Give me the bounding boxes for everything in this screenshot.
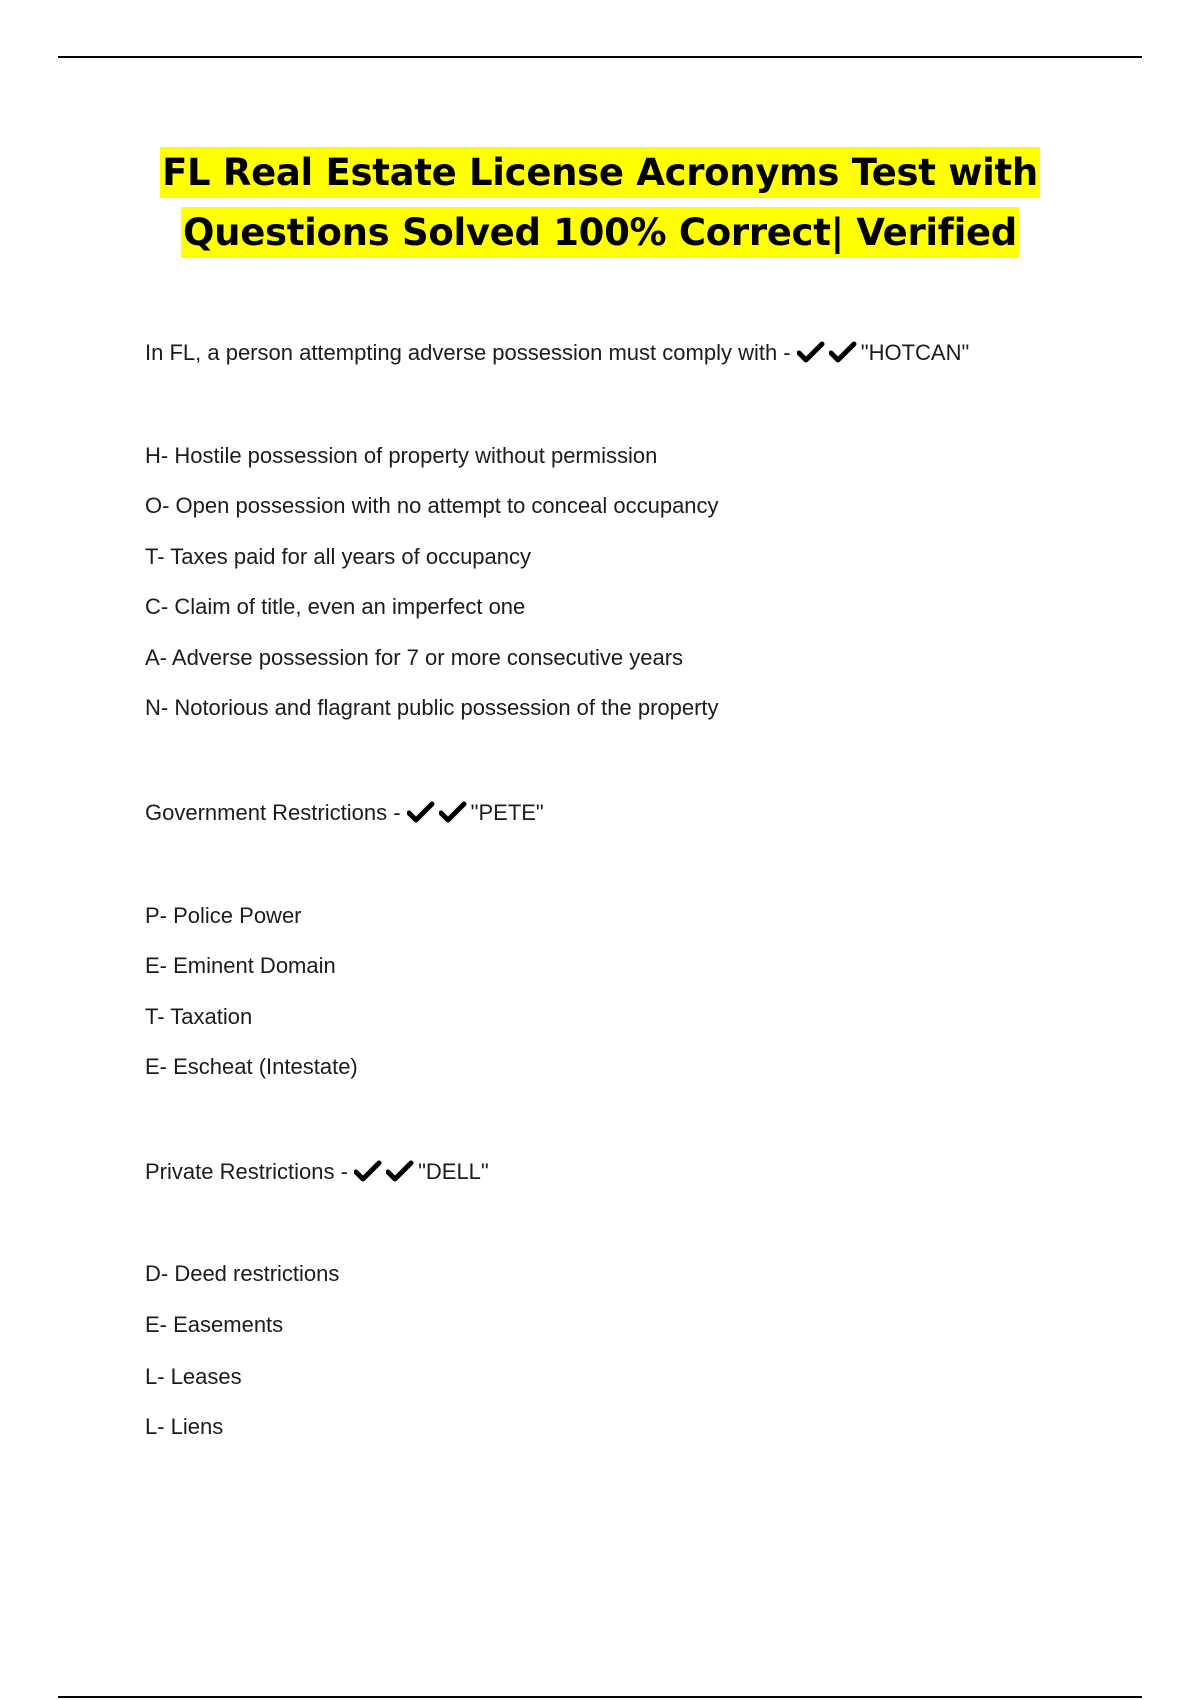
- list-item: L- Leases: [145, 1364, 242, 1389]
- list-item: H- Hostile possession of property without permission: [145, 443, 658, 468]
- title-line-1: [159, 143, 1041, 203]
- list-item: A- Adverse possession for 7 or more consecutive years: [145, 645, 684, 670]
- header-rule: [58, 56, 1142, 58]
- list-item: L- Liens: [145, 1414, 224, 1439]
- check-icon: [407, 801, 435, 823]
- list-item: E- Easements: [145, 1312, 284, 1337]
- answer-text: "DELL": [418, 1159, 489, 1184]
- title-line-2: [180, 203, 1020, 263]
- list-item: P- Police Power: [145, 903, 302, 928]
- check-icon: [354, 1160, 382, 1182]
- list-item: E- Eminent Domain: [145, 953, 336, 978]
- check-icon: [386, 1160, 414, 1182]
- check-icon: [439, 801, 467, 823]
- question-text: Government Restrictions -: [145, 800, 401, 825]
- list-item: E- Escheat (Intestate): [145, 1054, 358, 1079]
- answer-text: "PETE": [470, 800, 544, 825]
- list-item: O- Open possession with no attempt to conceal occupancy: [145, 493, 719, 518]
- list-item: C- Claim of title, even an imperfect one: [145, 594, 526, 619]
- list-item: T- Taxation: [145, 1004, 253, 1029]
- title-highlight-2: Questions Solved 100% Correct| Verified: [181, 207, 1019, 258]
- question-private-restrictions: [145, 1157, 489, 1187]
- question-adverse-possession: [145, 338, 969, 368]
- answer-text: "HOTCAN": [860, 340, 970, 365]
- list-item: D- Deed restrictions: [145, 1261, 340, 1286]
- footer-rule: [58, 1696, 1142, 1698]
- list-item: N- Notorious and flagrant public possession of the property: [145, 695, 719, 720]
- check-icon: [829, 341, 857, 363]
- title-highlight-1: FL Real Estate License Acronyms Test with: [160, 147, 1040, 198]
- document-title: [0, 143, 1200, 263]
- question-text: In FL, a person attempting adverse possession must comply with -: [145, 340, 791, 365]
- question-government-restrictions: [145, 798, 544, 828]
- list-item: T- Taxes paid for all years of occupancy: [145, 544, 532, 569]
- question-text: Private Restrictions -: [145, 1159, 348, 1184]
- check-icon: [797, 341, 825, 363]
